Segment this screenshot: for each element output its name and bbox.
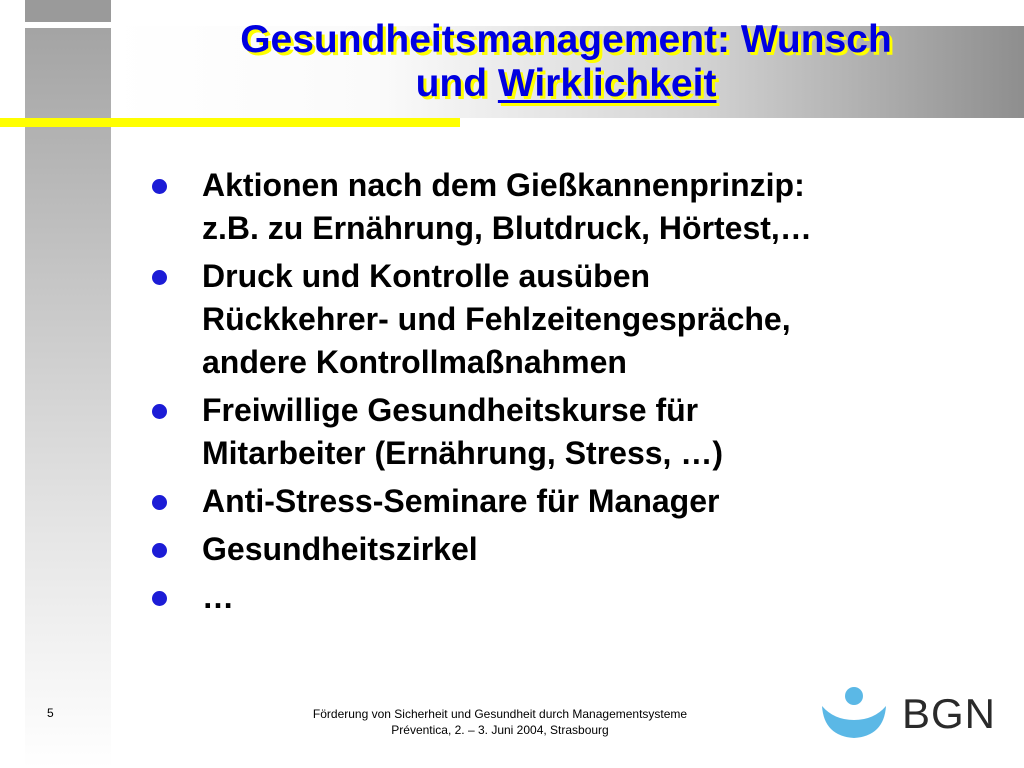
bullet-list — [150, 164, 980, 624]
title-line-2-prefix: und — [415, 62, 498, 105]
divider — [25, 22, 111, 28]
footer-line-1: Förderung von Sicherheit und Gesundheit durch Managementsysteme — [312, 707, 688, 721]
bullet-line: Anti-Stress-Seminare für Manager — [202, 483, 720, 519]
bullet-line: z.B. zu Ernährung, Blutdruck, Hörtest,… — [202, 210, 812, 246]
bgn-logo-icon — [818, 684, 890, 744]
bullet-line: Gesundheitszirkel — [202, 531, 478, 567]
slide-title — [118, 18, 1014, 106]
title-line-2-underlined: Wirklichkeit — [497, 62, 717, 105]
logo-text: BGN — [902, 690, 997, 737]
bullet-item — [150, 480, 980, 523]
page-number: 5 — [47, 706, 54, 720]
bullet-line: Rückkehrer- und Fehlzeitengespräche, — [202, 301, 791, 337]
bullet-item — [150, 576, 980, 619]
bullet-line: Mitarbeiter (Ernährung, Stress, …) — [202, 435, 723, 471]
bullet-dot-icon — [152, 179, 167, 194]
bullet-line: … — [202, 579, 234, 615]
bullet-line: Druck und Kontrolle ausüben — [202, 258, 651, 294]
left-gradient-bar — [25, 0, 111, 768]
bullet-dot-icon — [152, 543, 167, 558]
top-gray-block — [25, 0, 111, 22]
bullet-dot-icon — [152, 495, 167, 510]
bullet-item — [150, 528, 980, 571]
title-line-1: Gesundheitsmanagement: Wunsch — [240, 18, 892, 61]
bullet-line: Freiwillige Gesundheitskurse für — [202, 392, 699, 428]
bullet-dot-icon — [152, 270, 167, 285]
title-line-2 — [118, 62, 1014, 106]
footer-line-2: Préventica, 2. – 3. Juni 2004, Strasbourg — [391, 723, 609, 737]
bullet-dot-icon — [152, 404, 167, 419]
bullet-item — [150, 389, 980, 475]
yellow-accent-line — [0, 118, 460, 127]
bullet-line: Aktionen nach dem Gießkannenprinzip: — [202, 167, 805, 203]
footer-text — [250, 706, 750, 738]
bgn-logo — [818, 684, 998, 744]
bullet-item — [150, 255, 980, 384]
bullet-line: andere Kontrollmaßnahmen — [202, 344, 627, 380]
bullet-item — [150, 164, 980, 250]
bullet-dot-icon — [152, 591, 167, 606]
